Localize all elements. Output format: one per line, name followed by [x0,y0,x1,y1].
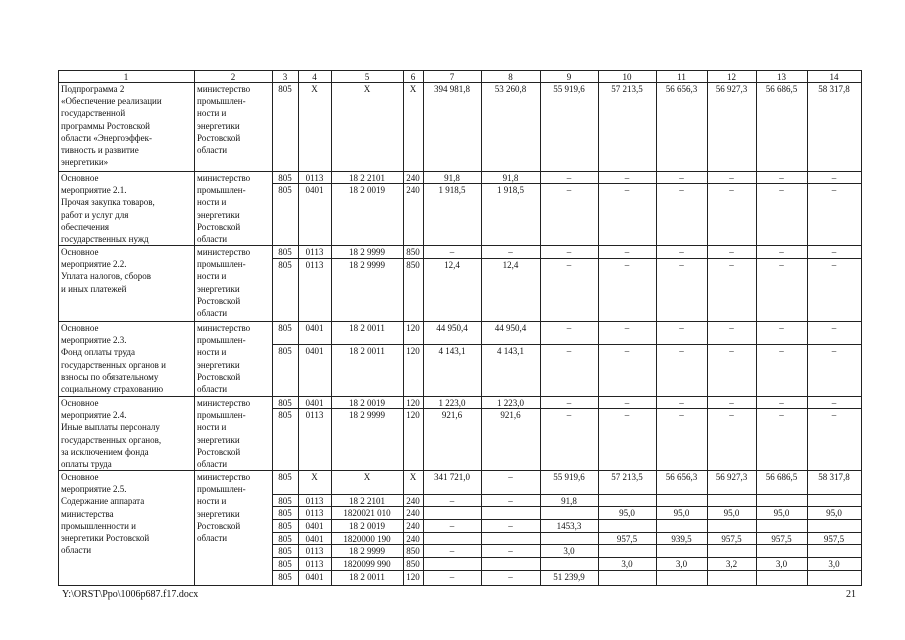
section-name-line: за исключением фонда [61,446,149,457]
cell-y2017: 3,0 [675,559,688,569]
cell-csr: 18 2 2101 [349,495,385,506]
executor-name-line: энергетики [197,508,240,519]
cell-y2014: – [508,520,513,531]
cell-y2018: – [729,259,734,270]
cell-total: 394 981,8 [434,83,470,94]
executor-name-line: области [197,308,228,318]
cell-y2020: 3,0 [828,559,840,569]
cell-y2014: 91,8 [502,172,519,183]
column-number-header: 11 [677,71,686,82]
cell-y2020: 58 317,8 [818,83,850,94]
column-number-header: 7 [449,71,455,82]
cell-grbs: 805 [278,345,292,356]
cell-total: – [449,246,455,257]
executor-name-line: ности и [197,422,227,433]
section-name-line: государственных нужд [61,234,149,244]
cell-csr: 18 2 9999 [349,246,385,257]
section-name-line: мероприятие 2.5. [61,484,127,495]
cell-rz-pr: 0113 [305,409,324,420]
cell-vr: 850 [406,246,420,257]
cell-y2015: 51 239,9 [553,571,585,582]
cell-y2017: – [679,246,684,257]
executor-name-line: области [197,533,228,543]
cell-y2016: – [624,172,630,183]
cell-rz-pr: 0401 [305,520,324,531]
cell-y2016: 57 213,5 [611,83,643,94]
cell-total: 1 918,5 [438,184,466,195]
cell-vr: 240 [406,172,420,183]
section-name-line: мероприятие 2.4. [61,410,127,421]
cell-y2016: – [624,246,630,257]
section-name-line: и иных платежей [61,283,127,294]
cell-csr: 18 2 0019 [349,184,385,195]
cell-y2014: 4 143,1 [497,345,524,356]
column-number-header: 5 [364,71,370,82]
cell-y2019: – [779,172,784,183]
cell-csr: 18 2 0011 [349,571,385,582]
section-name-line: Фонд оплаты труда [61,347,135,358]
cell-y2020: 95,0 [826,508,842,518]
table-column-line [58,70,59,586]
cell-y2019: 56 686,5 [765,471,798,482]
executor-name-line: Ростовской [197,295,241,306]
cell-y2017: 939,5 [671,534,692,544]
cell-y2018: – [729,172,734,183]
cell-vr: 240 [406,533,420,544]
cell-grbs: 805 [278,409,292,420]
cell-grbs: 805 [278,172,292,183]
cell-y2018: – [729,397,734,408]
section-name-line: Уплата налогов, сборов [61,271,151,282]
cell-rz-pr: 0401 [305,533,324,544]
executor-name-line: министерство [197,472,251,482]
cell-vr: 120 [406,409,420,420]
cell-y2018: 95,0 [723,508,740,518]
cell-y2016: – [624,322,630,333]
executor-name-line: промышлен- [197,484,246,495]
cell-vr: 240 [406,507,420,518]
cell-y2015: – [566,246,572,257]
executor-name-line: ности и [197,496,227,507]
executor-name-line: министерство [197,398,251,408]
column-number-header: 6 [410,71,416,82]
cell-y2019: – [779,322,784,333]
cell-grbs: 805 [278,495,292,506]
cell-total: 12,4 [444,259,460,270]
section-name-line: Основное [61,247,99,257]
cell-rz-pr: Х [311,471,318,482]
executor-name-line: области [197,384,228,394]
cell-grbs: 805 [278,246,292,257]
cell-y2019: 957,5 [771,534,792,544]
page-number: 21 [846,589,856,600]
section-name-line: тивность и развитие [61,145,139,155]
cell-grbs: 805 [278,184,292,195]
executor-name-line: Ростовской [197,221,241,232]
cell-y2020: – [831,184,837,195]
cell-y2019: – [779,409,784,420]
cell-csr: 18 2 9999 [349,409,385,420]
cell-y2016: – [624,345,630,356]
section-name-line: Основное [61,323,99,333]
cell-y2014: – [508,545,513,556]
table-column-line [861,70,862,586]
cell-rz-pr: 0113 [305,246,324,257]
cell-vr: Х [409,83,417,94]
cell-y2017: – [679,259,684,270]
section-name-line: мероприятие 2.3. [61,335,127,346]
section-name-line: Основное [61,173,99,183]
executor-name-line: Ростовской [197,132,241,143]
cell-y2014: – [508,571,513,582]
cell-y2020: – [831,397,837,408]
cell-rz-pr: 0401 [305,571,324,582]
executor-name-line: министерство [197,84,251,94]
executor-name-line: министерство [197,173,251,183]
cell-y2017: – [679,322,684,333]
executor-name-line: области [197,459,228,469]
section-name-line: министерства [61,508,114,519]
cell-y2015: 3,0 [563,545,575,556]
section-name-line: обеспечения [61,221,110,232]
cell-y2019: – [779,345,784,356]
cell-vr: 850 [406,545,420,556]
cell-y2015: – [566,259,572,270]
cell-grbs: 805 [278,558,292,569]
cell-rz-pr: 0113 [305,558,324,569]
cell-rz-pr: 0401 [305,397,324,408]
executor-name-line: энергетики [197,283,240,294]
cell-y2015: 1453,3 [556,520,582,531]
executor-name-line: промышлен- [197,259,246,270]
column-number-header: 12 [727,71,736,82]
cell-total: 341 721,0 [434,471,470,482]
section-name-line: работ и услуг для [61,209,129,220]
executor-name-line: промышлен- [197,185,246,196]
executor-name-line: ности и [197,347,227,358]
column-number-header: 9 [566,71,572,82]
section-name-line: Основное [61,398,99,408]
section-name-line: Содержание аппарата [61,496,145,507]
section-name-line: Подпрограмма 2 [61,84,125,94]
cell-rz-pr: 0113 [305,507,324,518]
section-name-line: энергетики Ростовской [61,533,150,543]
section-name-line: области [61,545,92,556]
cell-total: – [449,520,455,531]
cell-y2015: – [566,184,572,195]
cell-y2018: 56 927,3 [715,83,748,94]
cell-vr: 240 [406,520,420,531]
cell-y2017: 56 656,3 [665,83,698,94]
cell-y2014: 12,4 [502,259,519,270]
cell-y2015: – [566,409,572,420]
executor-name-line: промышлен- [197,96,246,107]
cell-y2020: 58 317,8 [818,471,850,482]
executor-name-line: Ростовской [197,520,241,531]
executor-name-line: министерство [197,247,251,257]
cell-y2020: – [831,172,837,183]
cell-y2014: – [508,471,513,482]
cell-csr: 1820021 010 [343,507,391,518]
cell-total: 1 223,0 [438,397,466,408]
section-name-line: взносы по обязательному [61,371,159,382]
cell-total: – [449,495,455,506]
column-number-header: 13 [777,71,786,82]
section-name-line: Основное [61,472,99,482]
cell-y2018: – [729,409,734,420]
executor-name-line: Ростовской [197,371,241,382]
cell-vr: 120 [406,571,420,582]
section-name-line: энергетики» [61,157,109,168]
executor-name-line: области [197,145,228,155]
cell-rz-pr: 0401 [305,322,324,333]
executor-name-line: промышлен- [197,410,246,421]
section-name-line: государственных органов, [61,434,162,445]
section-name-line: оплаты труда [61,459,112,469]
cell-y2016: – [624,409,630,420]
column-number-header: 14 [829,71,839,82]
cell-y2019: – [779,397,784,408]
cell-csr: 18 2 9999 [349,545,385,556]
cell-rz-pr: 0113 [305,545,324,556]
cell-y2017: – [679,409,684,420]
column-number-header: 10 [622,71,632,82]
cell-y2015: 91,8 [561,495,577,506]
cell-rz-pr: Х [311,83,318,94]
section-name-line: области «Энергоэффек- [61,132,152,143]
cell-y2014: – [508,495,513,506]
cell-y2020: – [831,259,837,270]
cell-y2014: – [508,246,513,257]
cell-total: 91,8 [444,172,460,183]
cell-y2020: – [831,409,837,420]
cell-y2016: 57 213,5 [611,471,643,482]
executor-name-line: ности и [197,108,227,119]
cell-total: 44 950,4 [436,322,468,333]
cell-grbs: 805 [278,471,292,482]
cell-y2015: – [566,397,572,408]
cell-total: 4 143,1 [438,345,466,356]
cell-y2016: 3,0 [621,559,633,569]
cell-y2019: – [779,246,784,257]
cell-y2014: 1 223,0 [497,397,524,408]
cell-y2018: – [729,345,734,356]
cell-y2016: – [624,259,630,270]
cell-vr: 240 [406,495,420,506]
cell-grbs: 805 [278,507,292,518]
cell-y2019: 56 686,5 [765,83,798,94]
cell-y2016: – [624,184,630,195]
cell-y2015: 55 919,6 [553,83,585,94]
cell-csr: 18 2 0019 [349,397,385,408]
cell-grbs: 805 [278,322,292,333]
executor-name-line: промышлен- [197,335,246,346]
cell-rz-pr: 0113 [305,259,324,270]
cell-y2018: – [729,184,734,195]
executor-name-line: энергетики [197,209,240,220]
executor-name-line: энергетики [197,120,240,131]
cell-rz-pr: 0401 [305,345,324,356]
section-name-line: промышленности и [61,520,136,531]
column-number-header: 2 [230,71,236,82]
cell-y2017: 95,0 [673,508,690,518]
cell-csr: 18 2 0019 [349,520,385,531]
cell-total: – [449,545,455,556]
cell-y2016: 95,0 [619,508,635,518]
cell-y2015: – [566,172,572,183]
cell-vr: 850 [406,259,420,270]
column-number-header: 8 [508,71,513,82]
cell-y2019: – [779,259,784,270]
cell-y2015: – [566,345,572,356]
cell-csr: 18 2 2101 [349,172,385,183]
cell-y2016: – [624,397,630,408]
cell-y2018: 3,2 [725,559,738,569]
cell-vr: 120 [406,345,420,356]
cell-csr: 18 2 9999 [349,259,385,270]
table-column-line [194,70,195,586]
cell-y2014: 1 918,5 [497,184,524,195]
cell-y2017: – [679,172,684,183]
section-name-line: социальному страхованию [61,384,164,394]
column-number-header: 4 [312,71,317,82]
section-name-line: Прочая закупка товаров, [61,197,155,208]
executor-name-line: энергетики [197,434,240,445]
cell-grbs: 805 [278,83,292,94]
cell-grbs: 805 [278,571,292,582]
cell-y2020: – [831,345,837,356]
cell-csr: 18 2 0011 [349,345,385,356]
executor-name-line: области [197,234,228,244]
cell-y2015: – [566,322,572,333]
executor-name-line: энергетики [197,359,240,370]
executor-name-line: министерство [197,323,251,333]
cell-csr: Х [363,83,371,94]
section-name-line: государственной [61,108,126,119]
cell-csr: 1820099 990 [343,558,391,569]
cell-y2017: – [679,397,684,408]
cell-y2018: 56 927,3 [715,471,748,482]
executor-name-line: ности и [197,197,227,208]
section-name-line: мероприятие 2.2. [61,259,127,270]
column-number-header: 3 [282,71,288,82]
cell-y2019: 95,0 [773,508,790,518]
cell-total: 921,6 [441,409,463,420]
cell-grbs: 805 [278,533,292,544]
cell-vr: 120 [406,397,420,408]
cell-vr: 240 [406,184,420,195]
cell-total: – [449,571,455,582]
cell-y2019: – [779,184,784,195]
section-name-line: мероприятие 2.1. [61,185,127,196]
cell-y2014: 53 260,8 [494,83,527,94]
executor-name-line: Ростовской [197,446,241,457]
cell-y2017: – [679,345,684,356]
cell-y2018: – [729,322,734,333]
cell-y2018: – [729,246,734,257]
block-border [58,585,862,586]
cell-y2017: – [679,184,684,195]
cell-vr: 120 [406,322,420,333]
cell-y2020: 957,5 [823,534,845,544]
cell-y2020: – [831,246,837,257]
cell-csr: 18 2 0011 [349,322,385,333]
section-name-line: «Обеспечение реализации [61,96,162,107]
cell-grbs: 805 [278,520,292,531]
executor-name-line: ности и [197,271,227,282]
cell-rz-pr: 0113 [305,172,324,183]
column-number-header: 1 [123,71,129,82]
footer-file-path: Y:\ORST\Ppo\1006p687.f17.docx [62,589,199,600]
cell-y2016: 957,5 [616,534,638,544]
cell-y2014: 921,6 [500,409,521,420]
section-name-line: программы Ростовской [61,120,150,131]
cell-csr: 1820000 190 [343,533,391,544]
cell-vr: 850 [406,558,420,569]
cell-y2020: – [831,322,837,333]
cell-grbs: 805 [278,545,292,556]
cell-rz-pr: 0113 [305,495,324,506]
section-name-line: Иные выплаты персоналу [61,422,160,433]
cell-grbs: 805 [278,397,292,408]
cell-vr: Х [409,471,417,482]
section-name-line: государственных органов и [61,359,166,370]
cell-y2018: 957,5 [721,534,742,544]
cell-y2015: 55 919,6 [553,471,585,482]
cell-y2014: 44 950,4 [494,322,527,333]
cell-csr: Х [363,471,371,482]
cell-grbs: 805 [278,259,292,270]
cell-y2019: 3,0 [775,559,788,569]
cell-y2017: 56 656,3 [665,471,698,482]
cell-rz-pr: 0401 [305,184,324,195]
